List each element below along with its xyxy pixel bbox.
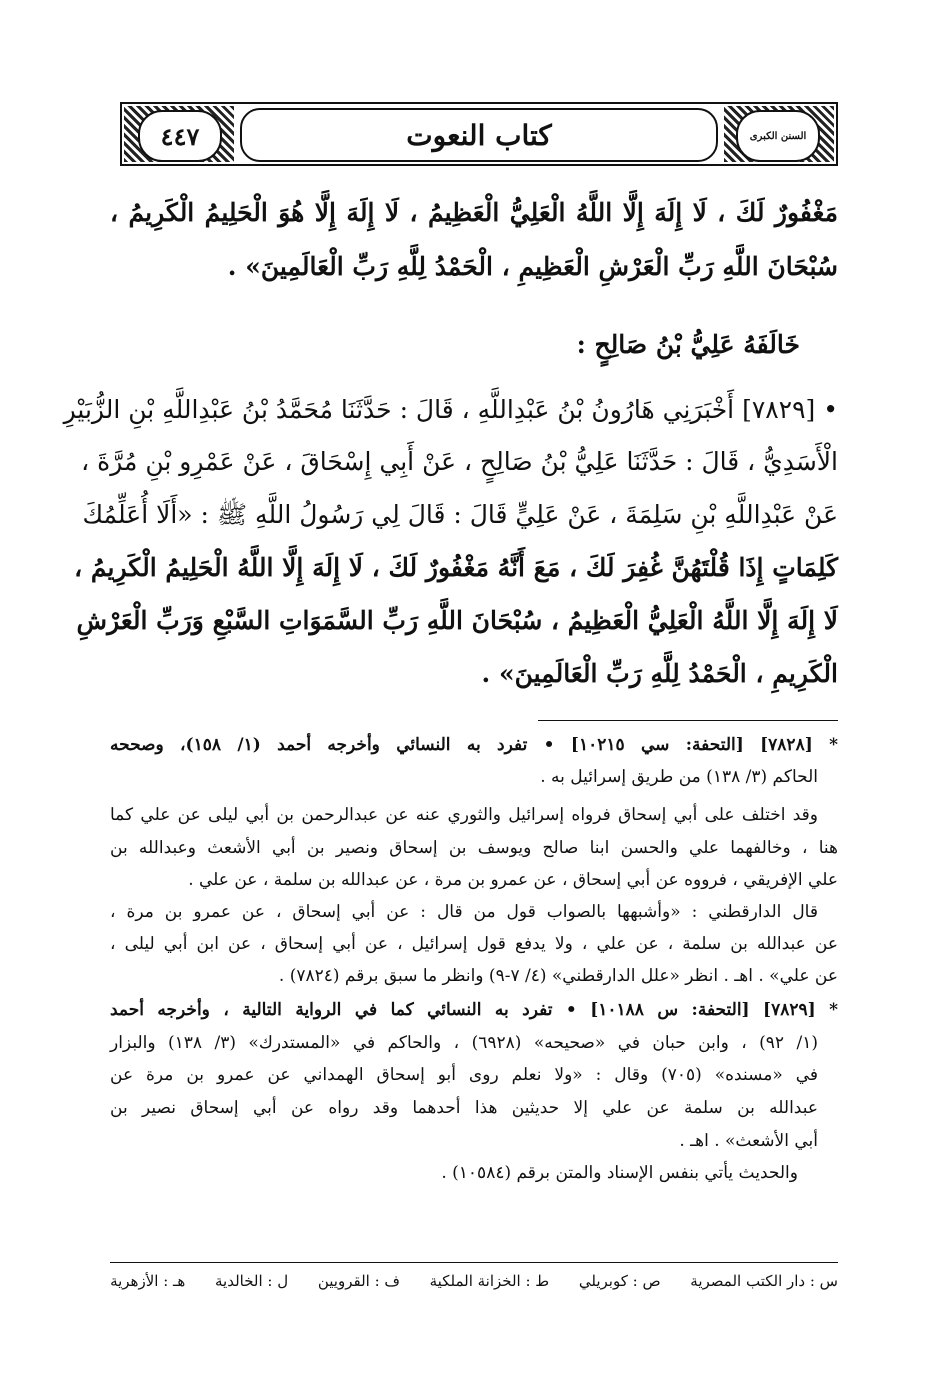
footnote-line: وقد اختلف على أبي إسحاق فرواه إسرائيل والثوري عنه عن عبدالرحمن بن أبي ليلى عن علي كما (110, 805, 818, 825)
footnote-line: عن عبدالله بن سلمة ، عن علي ، ولا يدفع قول إسرائيل ، عن أبي إسحاق ، عن ابن أبي ليلى ، (110, 934, 838, 954)
main-text-line: مَغْفُورٌ لَكَ ، لَا إِلَهَ إِلَّا اللَّهُ الْعَلِيُّ الْعَظِيمُ ، لَا إِلَهَ إِلَّا هُوَ الْحَلِيمُ الْكَرِيمُ ، (110, 198, 838, 227)
footnote-line: أبي الأشعث» . اهـ . (679, 1131, 818, 1151)
footnote-line: والحديث يأتي بنفس الإسناد والمتن برقم (١٠٥٨٤) . (441, 1163, 798, 1183)
legend-item: ف : القرويين (317, 1272, 400, 1290)
manuscript-legend (110, 1272, 838, 1290)
footnote-line: * [٧٨٢٩] [التحفة: س ١٠١٨٨] • تفرد به النسائي كما في الرواية التالية ، وأخرجه أحمد (110, 1000, 839, 1020)
hadith-line: لَا إِلَهَ إِلَّا اللَّهُ الْعَلِيُّ الْعَظِيمُ ، سُبْحَانَ اللَّهِ رَبِّ السَّمَوَاتِ السَّبْعِ وَرَبِّ الْعَرْشِ (76, 606, 838, 635)
footnote-line: علي الإفريقي ، فرووه عن أبي إسحاق ، عن عمرو بن مرة ، عن عبدالله بن سلمة ، عن علي . (188, 870, 838, 890)
footnote-line: في «مسنده» (٧٠٥) وقال : «ولا نعلم روى أبو إسحاق الهمداني عن عمرو بن مرة عن (110, 1065, 818, 1085)
footnote-line: هنا ، وخالفهما علي والحسن ابنا صالح ويوسف بن إسحاق ونصير بن أبي الأشعث وعبدالله بن (110, 838, 838, 858)
legend-divider (110, 1262, 838, 1263)
footnote-line: (١/ ٩٢) ، وابن حبان في «صحيحه» (٦٩٢٨) ، والحاكم في «المستدرك» (٣/ ١٣٨) والبزار (110, 1033, 818, 1053)
section-heading: خَالَفَهُ عَلِيُّ بْنُ صَالِحٍ : (576, 330, 800, 359)
hadith-line: • [٧٨٢٩] أَخْبَرَنِي هَارُونُ بْنُ عَبْدِاللَّهِ ، قَالَ : حَدَّثَنَا مُحَمَّدُ بْنُ عَبْدِاللَّهِ بْنِ الزُّبَيْرِ (63, 395, 838, 424)
legend-item: ص : كوبريلي (578, 1272, 661, 1290)
hadith-line: الْأَسَدِيُّ ، قَالَ : حَدَّثَنَا عَلِيُّ بْنُ صَالِحٍ ، عَنْ أَبِي إِسْحَاقَ ، عَنْ عَمْرِو بْنِ مُرَّةَ ، (81, 447, 838, 476)
footnote-line: قال الدارقطني : «وأشبهها بالصواب قول من قال : عن أبي إسحاق ، عن عمرو بن مرة ، (110, 902, 818, 922)
page-header (120, 102, 838, 166)
footnote-line: عن علي» . اهـ . انظر «علل الدارقطني» (٤/ ٧-٩) وانظر ما سبق برقم (٧٨٢٤) . (278, 966, 838, 986)
hadith-line: الْكَرِيمِ ، الْحَمْدُ لِلَّهِ رَبِّ الْعَالَمِينَ» . (481, 659, 838, 688)
footnote-line: * [٧٨٢٨] [التحفة: سي ١٠٢١٥] • تفرد به النسائي وأخرجه أحمد (١/ ١٥٨)، وصححه (110, 735, 838, 755)
hadith-line: كَلِمَاتٍ إِذَا قُلْتَهُنَّ غُفِرَ لَكَ ، مَعَ أَنَّهُ مَغْفُورٌ لَكَ ، لَا إِلَهَ إِلَّا اللَّهُ الْحَلِيمُ الْكَرِيمُ ، (74, 553, 838, 582)
footnote-divider (538, 720, 838, 721)
chapter-title: كتاب النعوت (240, 108, 718, 162)
legend-item: ط : الخزانة الملكية (429, 1272, 550, 1290)
hadith-line: عَنْ عَبْدِاللَّهِ بْنِ سَلِمَةَ ، عَنْ عَلِيٍّ قَالَ : قَالَ لِي رَسُولُ اللَّهِ ﷺ : «أَلَا أُعَلِّمُكَ (82, 500, 838, 529)
footnote-line: الحاكم (٣/ ١٣٨) من طريق إسرائيل به . (540, 767, 818, 787)
main-text-line: سُبْحَانَ اللَّهِ رَبِّ الْعَرْشِ الْعَظِيمِ ، الْحَمْدُ لِلَّهِ رَبِّ الْعَالَمِينَ» . (227, 252, 838, 281)
legend-item: هـ : الأزهرية (110, 1272, 186, 1290)
footnote-line: عبدالله بن سلمة عن علي إلا حديثين هذا أحدهما وقد رواه عن أبي إسحاق نصير بن (110, 1098, 818, 1118)
legend-item: س : دار الكتب المصرية (690, 1272, 838, 1290)
legend-item: ل : الخالدية (215, 1272, 289, 1290)
book-seal-logo: السنن الكبرى (736, 110, 820, 162)
page-number: ٤٤٧ (138, 110, 222, 162)
